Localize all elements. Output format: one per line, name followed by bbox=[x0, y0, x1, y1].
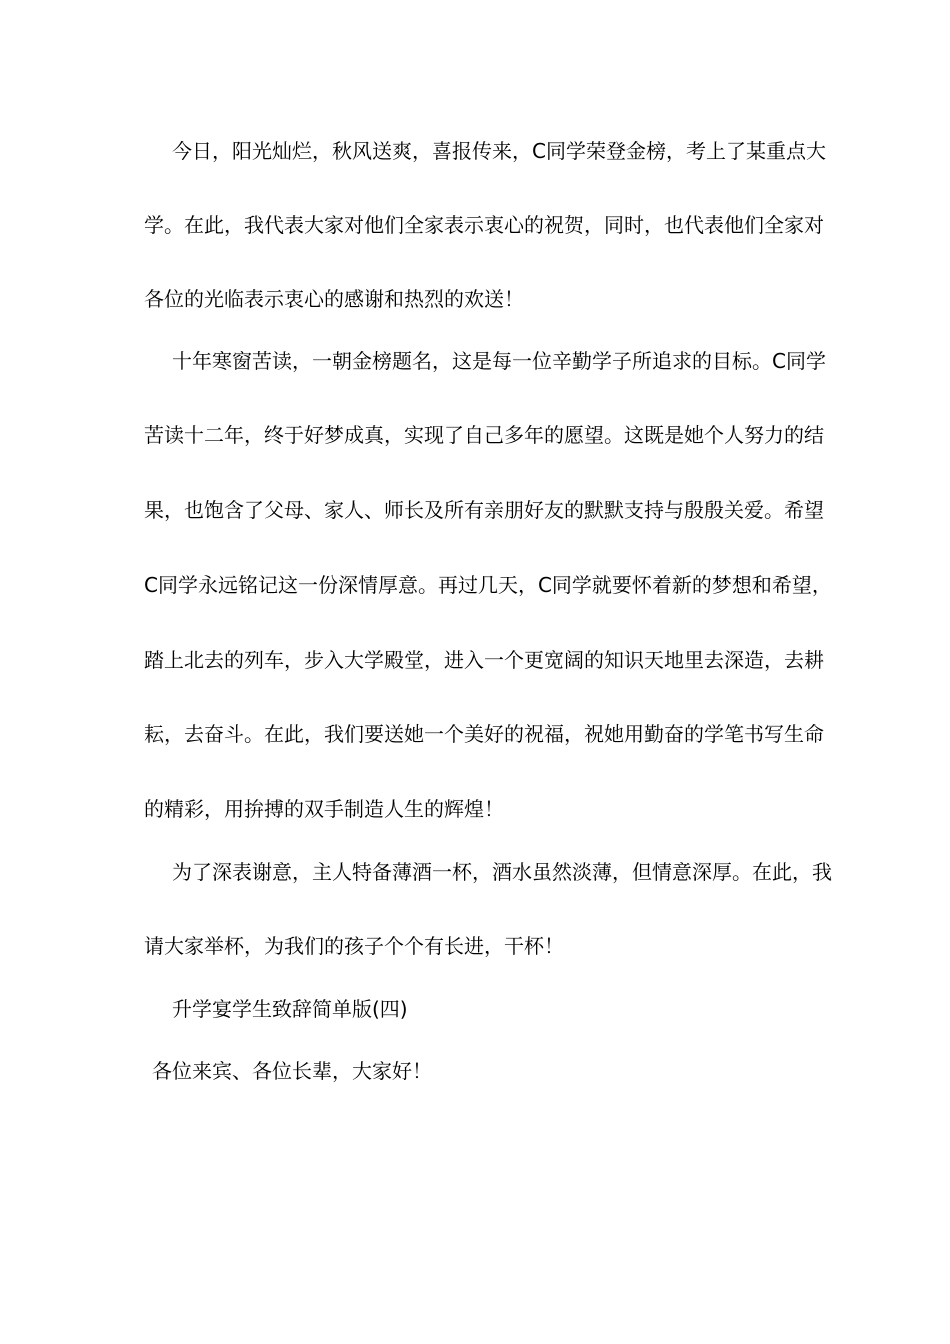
paragraph-2-line-1: 十年寒窗苦读，一朝金榜题名，这是每一位辛勤学子所追求的目标。C同学 bbox=[172, 349, 826, 373]
paragraph-2-line-5: 踏上北去的列车，步入大学殿堂，进入一个更宽阔的知识天地里去深造，去耕 bbox=[144, 648, 824, 672]
paragraph-1-line-3: 各位的光临表示衷心的感谢和热烈的欢送！ bbox=[144, 287, 524, 311]
paragraph-3-line-1: 为了深表谢意，主人特备薄酒一杯，酒水虽然淡薄，但情意深厚。在此，我 bbox=[172, 860, 832, 884]
paragraph-2-line-2: 苦读十二年，终于好梦成真，实现了自己多年的愿望。这既是她个人努力的结 bbox=[144, 423, 824, 447]
paragraph-3-line-2: 请大家举杯，为我们的孩子个个有长进，干杯！ bbox=[144, 934, 564, 958]
section-title: 升学宴学生致辞简单版(四) bbox=[172, 997, 408, 1021]
paragraph-2-line-4: C同学永远铭记这一份深情厚意。再过几天，C同学就要怀着新的梦想和希望， bbox=[144, 573, 832, 597]
greeting: 各位来宾、各位长辈，大家好！ bbox=[152, 1059, 432, 1083]
paragraph-1-line-2: 学。在此，我代表大家对他们全家表示衷心的祝贺，同时，也代表他们全家对 bbox=[144, 213, 824, 237]
paragraph-2-line-6: 耘，去奋斗。在此，我们要送她一个美好的祝福，祝她用勤奋的学笔书写生命 bbox=[144, 722, 824, 746]
paragraph-2-line-3: 果，也饱含了父母、家人、师长及所有亲朋好友的默默支持与殷殷关爱。希望 bbox=[144, 498, 824, 522]
paragraph-2-line-7: 的精彩，用拚搏的双手制造人生的辉煌！ bbox=[144, 797, 504, 821]
paragraph-1-line-1: 今日，阳光灿烂，秋风送爽，喜报传来，C同学荣登金榜，考上了某重点大 bbox=[172, 139, 826, 163]
